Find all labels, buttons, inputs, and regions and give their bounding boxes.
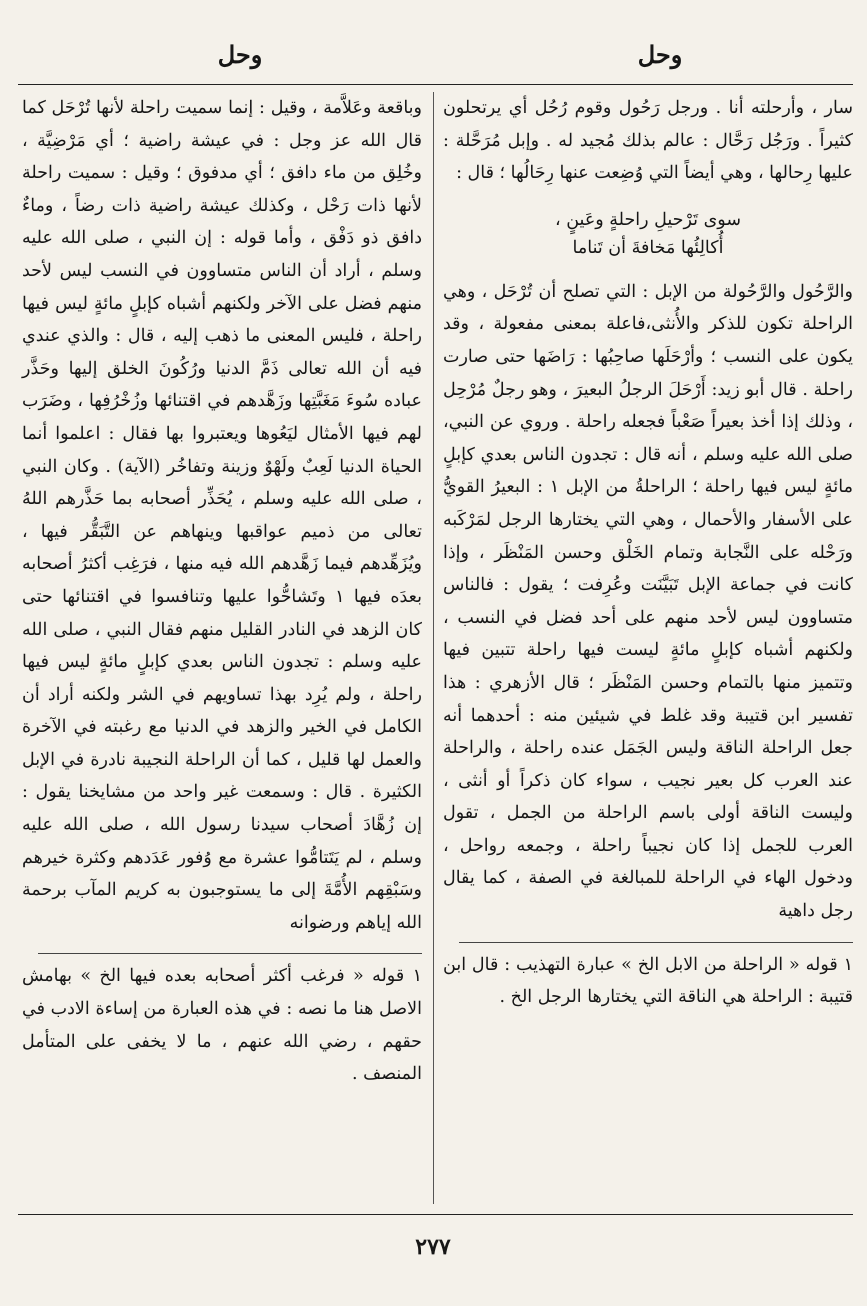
poem-line-2: أُكالِئُها مَخافةَ أن تَناما xyxy=(572,237,724,258)
right-footnote: ١ قوله « الراحلة من الابل الخ » عبارة التهذيب : قال ابن قتيبة : الراحلة هي الناقة التي يختارها الرجل الخ . xyxy=(443,954,853,1008)
right-column xyxy=(443,92,853,1014)
column-divider xyxy=(433,92,434,1204)
footnote-separator xyxy=(38,953,422,954)
running-header-right: وحل xyxy=(637,40,683,69)
left-paragraph-1: وباقعة وعَلاَّمة ، وقيل : إنما سميت راحلة لأنها تُرْحَل كما قال الله عز وجل : في عيشة راضية ؛ أي مَرْضِيَّة ، وخُلِق من ماء دافق ؛ أي مدفوق ؛ وقيل : سميت راحلة لأنها ذات رَحْل ، وكذلك عيشة راضية ذات رضاً ، وماءٌ دافق ذو دَفْق ، وأما قوله : إن النبي ، صلى الله عليه وسلم ، أراد أن الناس متساوون في النسب ليس لأحد منهم فضل على الآخر ولكنهم أشباه كإبلٍ مائةٍ ليس فيها راحلة ، فليس المعنى ما ذهب إليه ، قال : والذي عندي فيه أن الله تعالى ذَمَّ الدنيا ورُكُونَ الخلق إليها وحَذَّر عباده سُوءَ مَغَبَّتِها وزَهَّدهم في اقتنائها وزُخْرُفِها ، وضَرَب لهم فيها الأمثال ليَعُوها ويعتبروا بها فقال : اعلموا أنما الحياة الدنيا لَعِبٌ ولَهْوٌ وزينة وتفاخُر (الآية) . وكان النبي ، صلى الله عليه وسلم ، يُحَذِّر أصحابه بما حَذَّرهم اللهُ تعالى من ذميم عواقبها وينهاهم عن التَّبَقُّر فيها ، ويُزَهِّدهم فيما زَهَّدهم الله فيه منها ، فرَغِب أكثرُ أصحابه بعدَه فيها ١ وتَشاحُّوا عليها وتنافسوا في اقتنائها حتى كان الزهد في النادر القليل منهم فقال النبي ، صلى الله عليه وسلم : تجدون الناس بعدي كإبلٍ مائةٍ ليس فيها راحلة ، ولم يُرِد بهذا تساويهم في الشر ولكنه أراد أن الكامل في الخير والزهد في الدنيا مع رغبته في الآخرة والعمل لها قليل ، كما أن الراحلة النجيبة نادرة في الإبل الكثيرة . قال : وسمعت غير واحد من مشايخنا يقول : إن زُهَّادَ أصحاب سيدنا رسول الله ، صلى الله عليه وسلم ، لم يَتَتامُّوا عشرة مع وُفور عَدَدهم وكثرة خيرهم وسَبْقِهم الأُمَّةَ إلى ما يستوجبون به كريم المآب برحمة الله إياهم ورضوانه xyxy=(22,98,422,933)
left-column xyxy=(22,92,422,1091)
right-paragraph-2: والرَّحُول والرَّحُولة من الإبل : التي تصلح أن تُرْحَل ، وهي الراحلة تكون للذكر والأُنثى،فاعلة بمعنى مفعولة ، وقد يكون على النسب ؛ وأرْحَلَها صاحِبُها : رَاضَها حتى صارت راحلة . قال أبو زيد: أَرْحَلَ الرجلُ البعيرَ ، وهو رجلٌ مُرْحِل ، وذلك إذا أخذ بعيراً صَعْباً فجعله راحلة . وروي عن النبي، صلى الله عليه وسلم ، أنه قال : تجدون الناس بعدي كإبلٍ مائةٍ ليس فيها راحلة ؛ الراحلةُ من الإبل ١ : البعيرُ القويُّ على الأسفار والأحمال ، وهي التي يختارها الرجل لمَرْكَبه ورَحْله على النَّجابة وتمام الخَلْق وحسن المَنْظَر ، وإذا كانت في جماعة الإبل تَبَيَّنَت وعُرِفت ؛ يقول : فالناس متساوون ليس لأحد منهم على أحد فضل في النسب ، ولكنهم أشباه كإبلٍ مائةٍ ليست فيها راحلة تتبين فيها وتتميز منها بالتمام وحسن المَنْظَر ؛ قال الأزهري : هذا تفسير ابن قتيبة وقد غلط في شيئين منه : أحدهما أنه جعل الراحلة الناقة وليس الجَمَل عنده راحلة ، والراحلة عند العرب كل بعير نجيب ، سواء كان ذكراً أو أنثى ، وليست الناقة أولى باسم الراحلة من الجمل ، تقول العرب للجمل إذا كان نجيباً راحلة ، وجمعه رواحل ، ودخول الهاء في الراحلة للمبالغة في الصفة ، كما يقال رجل داهية xyxy=(443,281,853,922)
left-footnote: ١ قوله « فرغب أكثر أصحابه بعده فيها الخ » بهامش الاصل هنا ما نصه : في هذه العبارة من إساءة الادب في حقهم ، رضي الله عنهم ، ما لا يخفى على المتأمل المنصف . xyxy=(22,966,422,1085)
poem-line-1: سوى تَرْحيلِ راحلةٍ وعَينٍ ، xyxy=(555,209,741,230)
poem xyxy=(443,206,853,262)
right-paragraph-1: سار ، وأرحلته أنا . ورجل رَحُول وقوم رُحُل أي يرتحلون كثيراً . ورَجُل رَحَّال : عالم بذلك مُجيد له . وإبل مُرَحَّلة : عليها رِحالها ، وهي أيضاً التي وُضِعت عنها رِحَالُها ؛ قال : xyxy=(443,98,853,184)
footer-rule xyxy=(18,1214,853,1215)
running-header-left: وحل xyxy=(217,40,263,69)
header-rule xyxy=(18,84,853,85)
page-number: ٢٧٧ xyxy=(415,1234,451,1260)
footnote-separator xyxy=(459,942,853,943)
